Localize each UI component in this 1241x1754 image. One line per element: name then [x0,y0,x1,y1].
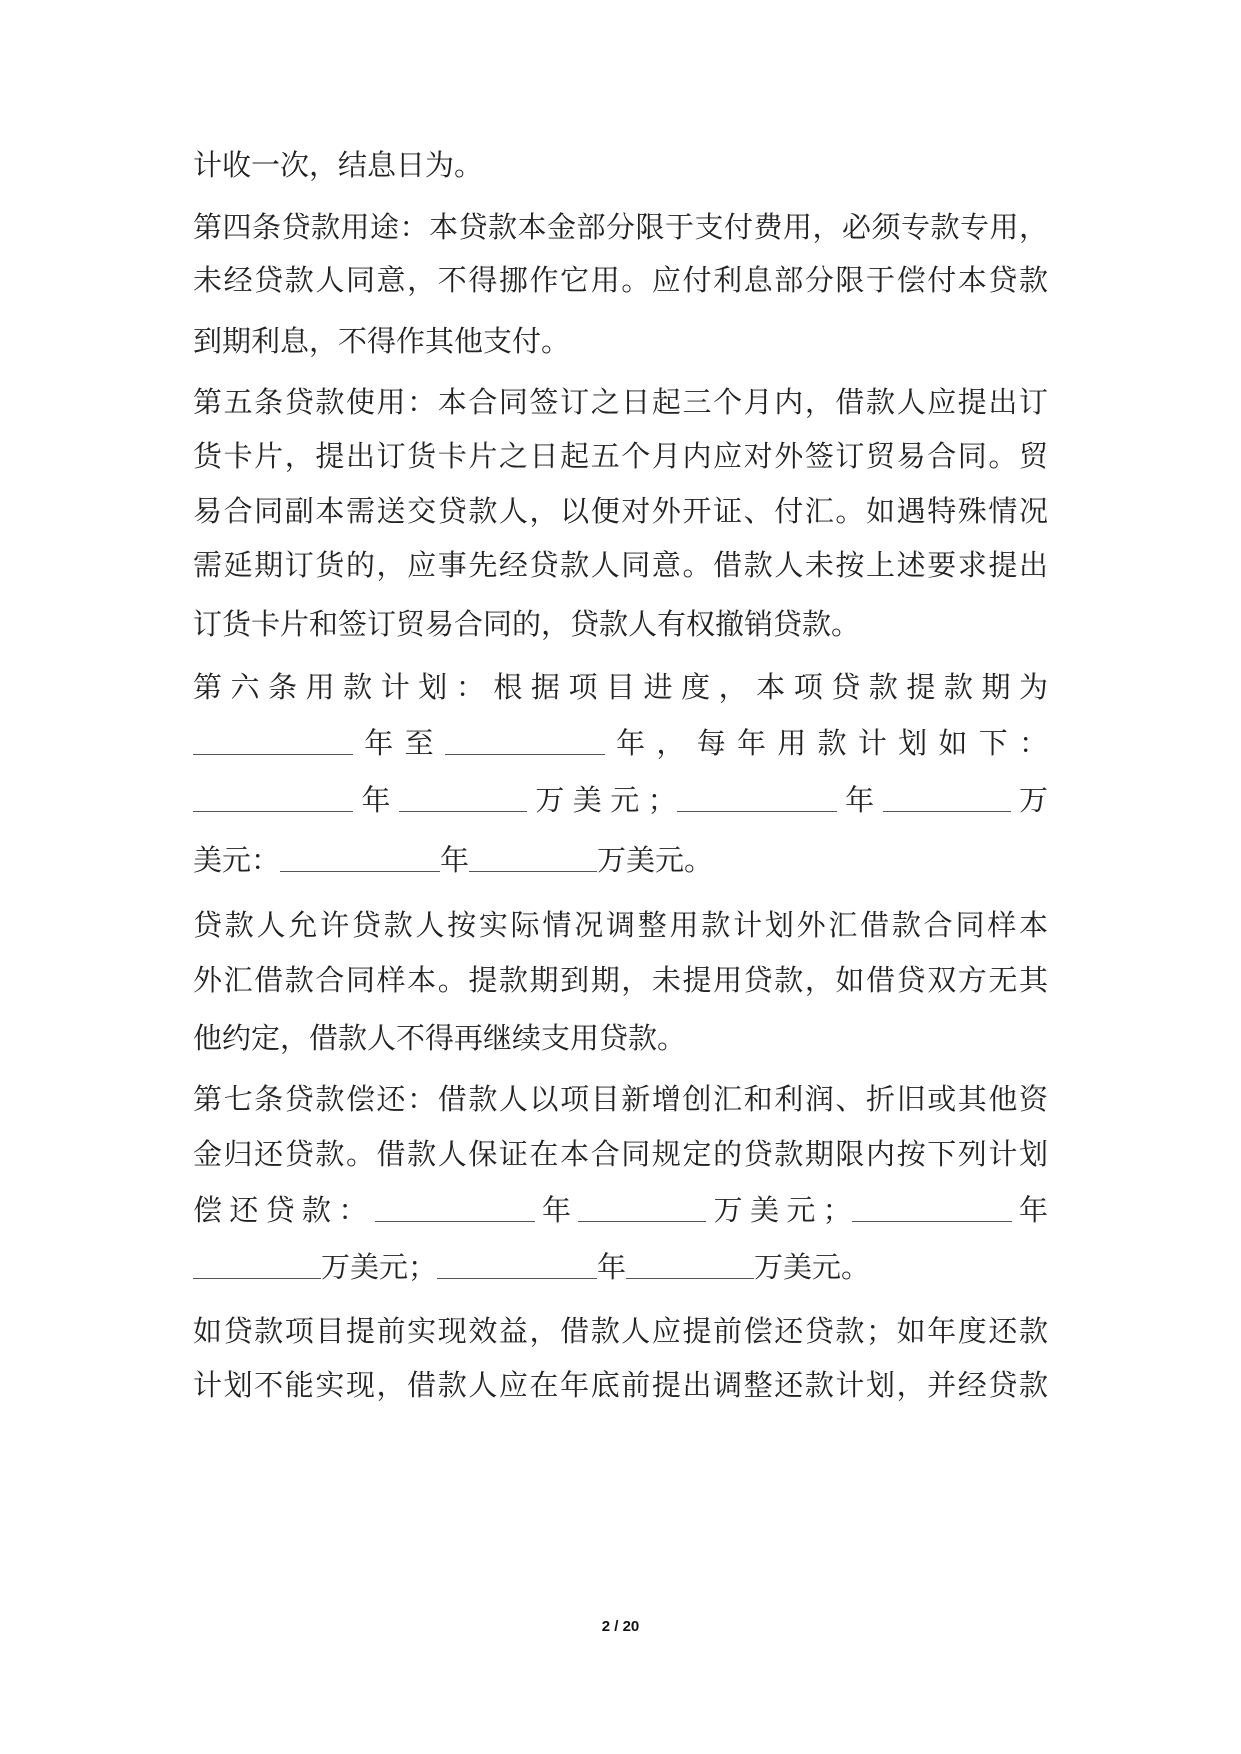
text-line: 货卡片，提出订货卡片之日起五个月内应对外签订贸易合同。贸 [193,439,1048,473]
text-line: 他约定，借款人不得再继续支用贷款。 [193,1021,687,1055]
text-line: 外汇借款合同样本。提款期到期，未提用贷款，如借贷双方无其 [193,963,1048,997]
fill-text: 年 [1011,1193,1048,1227]
text-line: 金归还贷款。借款人保证在本合同规定的贷款期限内按下列计划 [193,1137,1048,1171]
text-line: 第四条贷款用途：本贷款本金部分限于支付费用，必须专款专用， [193,210,1048,244]
text-line: 计收一次，结息日为。 [193,148,484,182]
blank-field[interactable] [883,785,1011,812]
fill-text: 万美元； [526,783,677,817]
fill-text: 年 [353,783,399,817]
fill-line-repay-row1 [193,1182,1048,1238]
fill-text: 万美元。 [754,1250,871,1284]
fill-line-plan-row2 [193,832,1048,888]
fill-line-plan-row1 [193,772,1048,828]
fill-text: 年，每年用款计划如下： [604,726,1048,760]
blank-field[interactable] [280,845,440,872]
text-line: 贷款人允许贷款人按实际情况调整用款计划外汇借款合同样本 [193,908,1048,942]
text-line: 订货卡片和签订贸易合同的，贷款人有权撤销贷款。 [193,607,861,641]
text-line: 第六条用款计划：根据项目进度，本项贷款提款期为 [193,670,1048,704]
text-line: 如贷款项目提前实现效益，借款人应提前偿还贷款；如年度还款 [193,1314,1048,1348]
fill-text: 年 [836,783,883,817]
blank-field[interactable] [193,1252,321,1279]
blank-field[interactable] [375,1195,535,1222]
blank-field[interactable] [193,728,353,755]
fill-text: 年 [597,1250,627,1284]
fill-text: 年 [534,1193,579,1227]
fill-text: 美元： [193,843,281,877]
blank-field[interactable] [626,1252,754,1279]
fill-text: 年至 [353,726,445,760]
text-line: 第五条贷款使用：本合同签订之日起三个月内，借款人应提出订 [193,385,1048,419]
blank-field[interactable] [437,1252,597,1279]
fill-text: 万美元； [321,1250,438,1284]
fill-text: 万美元； [706,1193,852,1227]
fill-text: 偿还贷款： [193,1193,375,1227]
text-line: 未经贷款人同意，不得挪作它用。应付利息部分限于偿付本贷款 [193,263,1048,297]
text-line: 计划不能实现，借款人应在年底前提出调整还款计划，并经贷款 [193,1368,1048,1402]
fill-text: 年 [440,843,470,877]
text-line: 第七条贷款偿还：借款人以项目新增创汇和利润、折旧或其他资 [193,1082,1048,1116]
fill-line-plan-period [193,715,1048,771]
text-line: 易合同副本需送交贷款人，以便对外开证、付汇。如遇特殊情况 [193,494,1048,528]
blank-field[interactable] [852,1195,1012,1222]
page-number: 2 / 20 [601,1618,640,1635]
blank-field[interactable] [445,728,605,755]
text-line: 到期利息，不得作其他支付。 [193,324,571,358]
blank-field[interactable] [469,845,597,872]
blank-field[interactable] [677,785,837,812]
blank-field[interactable] [399,785,527,812]
blank-field[interactable] [193,785,353,812]
fill-text: 万美元。 [597,843,714,877]
fill-line-repay-row2 [193,1239,1048,1295]
fill-text: 万 [1010,783,1048,817]
text-line: 需延期订货的，应事先经贷款人同意。借款人未按上述要求提出 [193,548,1048,582]
blank-field[interactable] [578,1195,706,1222]
